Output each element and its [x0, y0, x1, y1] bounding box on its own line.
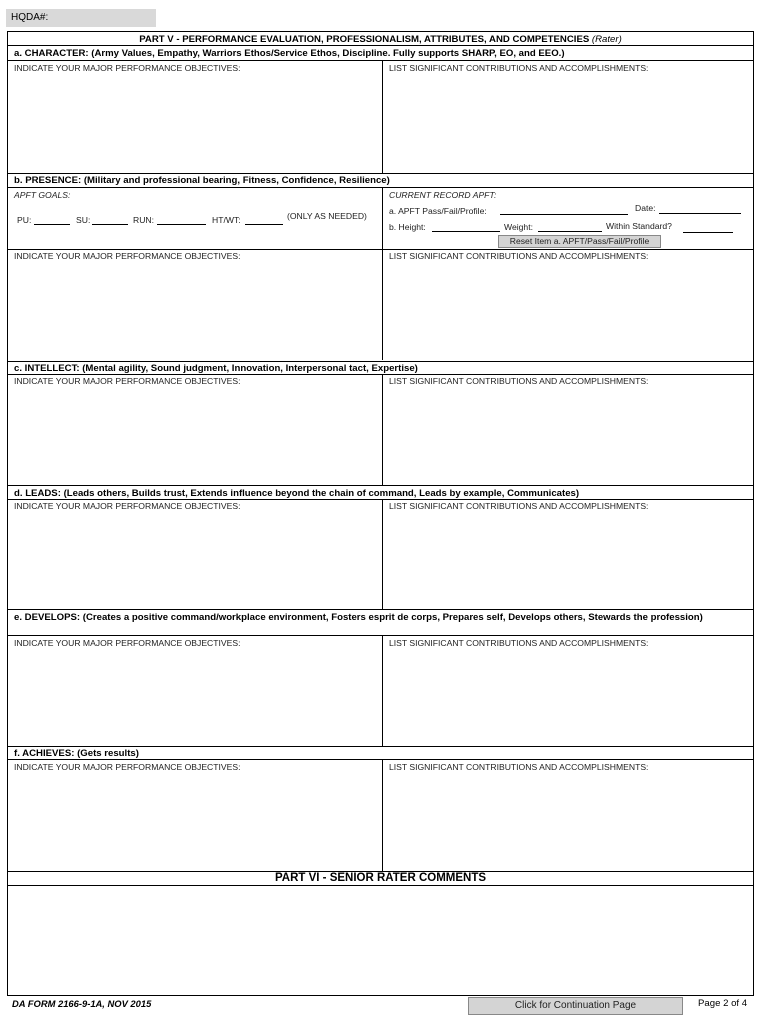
su-input[interactable] [92, 224, 128, 225]
section-f-objectives-label: INDICATE YOUR MAJOR PERFORMANCE OBJECTIVES: [14, 762, 241, 772]
section-a-objectives-label: INDICATE YOUR MAJOR PERFORMANCE OBJECTIVES: [14, 63, 241, 73]
pu-label: PU: [17, 215, 32, 225]
within-standard-label: Within Standard? [606, 221, 672, 231]
only-as-needed-label: (ONLY AS NEEDED) [287, 211, 367, 221]
apft-date-label: Date: [635, 203, 656, 213]
section-c-objectives-input[interactable] [8, 387, 382, 484]
section-e-contributions-input[interactable] [383, 649, 753, 745]
divider [8, 746, 753, 747]
section-f-contributions-input[interactable] [383, 773, 753, 870]
section-a-contributions-input[interactable] [383, 74, 753, 172]
divider [8, 173, 753, 174]
section-f-contributions-label: LIST SIGNIFICANT CONTRIBUTIONS AND ACCOMPLISHMENTS: [389, 762, 649, 772]
section-d-objectives-label: INDICATE YOUR MAJOR PERFORMANCE OBJECTIVES: [14, 501, 241, 511]
reset-apft-button[interactable]: Reset Item a. APFT/Pass/Fail/Profile [498, 235, 661, 248]
part5-title [8, 34, 753, 45]
continuation-page-button[interactable]: Click for Continuation Page [468, 997, 683, 1015]
divider [8, 45, 753, 46]
section-a-objectives-input[interactable] [8, 74, 382, 172]
section-b-heading: b. PRESENCE: (Military and professional bearing, Fitness, Confidence, Resilience) [14, 175, 390, 186]
divider [8, 374, 753, 375]
height-label: b. Height: [389, 222, 426, 232]
apft-goals-label: APFT GOALS: [14, 190, 71, 200]
section-f-heading: f. ACHIEVES: (Gets results) [14, 748, 139, 759]
run-input[interactable] [157, 224, 206, 225]
section-a-contributions-label: LIST SIGNIFICANT CONTRIBUTIONS AND ACCOMPLISHMENTS: [389, 63, 649, 73]
section-b-contributions-input[interactable] [383, 262, 753, 360]
htwt-label: HT/WT: [212, 215, 241, 225]
htwt-input[interactable] [245, 224, 283, 225]
apft-pass-fail-input[interactable] [500, 214, 628, 215]
part5-rater: (Rater) [591, 34, 622, 45]
weight-input[interactable] [538, 231, 602, 232]
section-e-heading: e. DEVELOPS: (Creates a positive command/workplace environment, Fosters esprit de corps, Prepares self, Develops others, Stewards the profession) [14, 612, 703, 623]
hqda-label: HQDA#: [11, 12, 49, 23]
divider [8, 609, 753, 610]
form-id: DA FORM 2166-9-1A, NOV 2015 [12, 998, 152, 1009]
current-apft-label: CURRENT RECORD APFT: [389, 190, 497, 200]
section-c-heading: c. INTELLECT: (Mental agility, Sound judgment, Innovation, Interpersonal tact, Expertise) [14, 363, 418, 374]
apft-date-input[interactable] [659, 213, 741, 214]
divider [8, 361, 753, 362]
run-label: RUN: [133, 215, 155, 225]
divider [8, 187, 753, 188]
section-e-objectives-input[interactable] [8, 649, 382, 745]
divider [8, 759, 753, 760]
divider [8, 499, 753, 500]
section-d-contributions-input[interactable] [383, 512, 753, 608]
section-d-heading: d. LEADS: (Leads others, Builds trust, Extends influence beyond the chain of command, Leads by example, Communicates) [14, 488, 580, 499]
section-a-heading: a. CHARACTER: (Army Values, Empathy, Warriors Ethos/Service Ethos, Discipline. Fully supports SHARP, EO, and EEO.) [14, 48, 565, 59]
hqda-field[interactable] [6, 9, 156, 27]
section-d-contributions-label: LIST SIGNIFICANT CONTRIBUTIONS AND ACCOMPLISHMENTS: [389, 501, 649, 511]
section-b-objectives-label: INDICATE YOUR MAJOR PERFORMANCE OBJECTIVES: [14, 251, 241, 261]
within-standard-input[interactable] [683, 232, 733, 233]
section-e-objectives-label: INDICATE YOUR MAJOR PERFORMANCE OBJECTIVES: [14, 638, 241, 648]
section-f-objectives-input[interactable] [8, 773, 382, 870]
page-number: Page 2 of 4 [698, 998, 748, 1009]
divider [8, 485, 753, 486]
divider [8, 635, 753, 636]
section-c-objectives-label: INDICATE YOUR MAJOR PERFORMANCE OBJECTIVES: [14, 376, 241, 386]
section-c-contributions-label: LIST SIGNIFICANT CONTRIBUTIONS AND ACCOMPLISHMENTS: [389, 376, 649, 386]
senior-rater-comments-input[interactable] [8, 886, 753, 994]
su-label: SU: [76, 215, 91, 225]
height-input[interactable] [432, 231, 500, 232]
divider [8, 249, 753, 250]
section-e-contributions-label: LIST SIGNIFICANT CONTRIBUTIONS AND ACCOMPLISHMENTS: [389, 638, 649, 648]
divider [8, 60, 753, 61]
apft-pass-fail-label: a. APFT Pass/Fail/Profile: [389, 206, 487, 216]
part5-title-text: PART V - PERFORMANCE EVALUATION, PROFESSIONALISM, ATTRIBUTES, AND COMPETENCIES [139, 34, 590, 45]
part6-title: PART VI - SENIOR RATER COMMENTS [274, 872, 487, 884]
section-c-contributions-input[interactable] [383, 387, 753, 484]
pu-input[interactable] [34, 224, 70, 225]
weight-label: Weight: [504, 222, 533, 232]
section-b-contributions-label: LIST SIGNIFICANT CONTRIBUTIONS AND ACCOMPLISHMENTS: [389, 251, 649, 261]
section-b-objectives-input[interactable] [8, 262, 382, 360]
section-d-objectives-input[interactable] [8, 512, 382, 608]
